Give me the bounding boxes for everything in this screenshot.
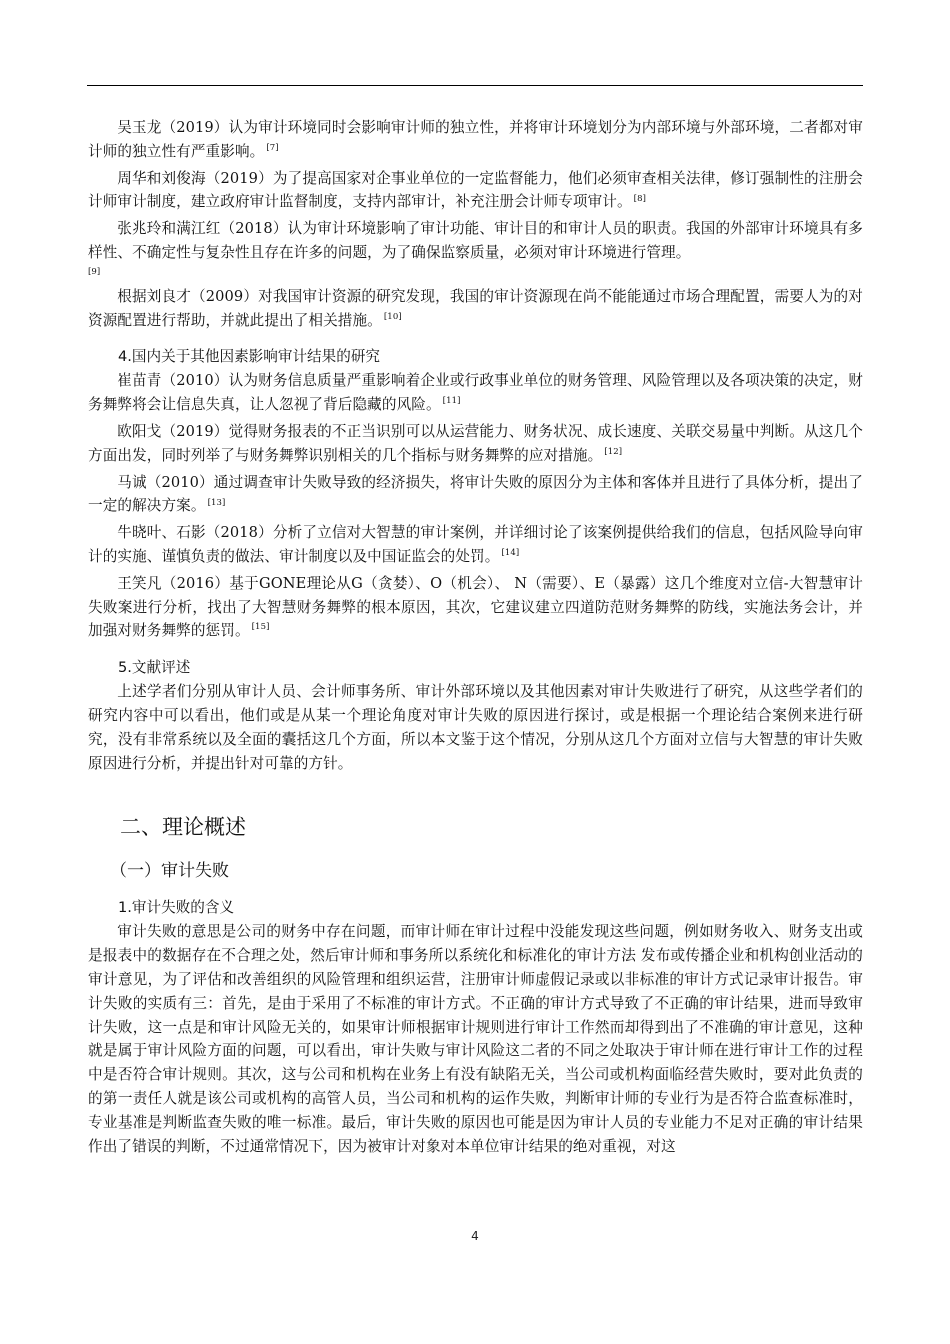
citation: [8] bbox=[633, 193, 647, 204]
citation: [10] bbox=[383, 311, 402, 322]
paragraph-zhou-hua: 周华和刘俊海（2019）为了提高国家对企事业单位的一定监督能力，他们必须审查相关法律，修订强制性的注册会计师审计制度，建立政府审计监督制度，支持内部审计，补充注册会计师专项审计。 [8] bbox=[88, 169, 863, 211]
paragraph-ouyang-ge: 欧阳戈（2019）觉得财务报表的不正当识别可以从运营能力、财务状况、成长速度、关联交易量中判断。从这几个方面出发，同时列举了与财务舞弊识别相关的几个指标与财务舞弊的应对措施。 [12] bbox=[88, 422, 863, 464]
citation: [12] bbox=[604, 446, 623, 457]
paragraph-liu-liangcai: 根据刘良才（2009）对我国审计资源的研究发现，我国的审计资源现在尚不能能通过市场合理配置，需要人为的对资源配置进行帮助，并就此提出了相关措施。 [10] bbox=[88, 287, 863, 329]
citation: [13] bbox=[207, 497, 226, 508]
page-number: 4 bbox=[471, 1229, 479, 1243]
paragraph-ma-cheng: 马诚（2010）通过调查审计失败导致的经济损失，将审计失败的原因分为主体和客体并且进行了具体分析，提出了一定的解决方案。 [13] bbox=[88, 473, 863, 515]
paragraph-niu-xiaoye: 牛晓叶、石影（2018）分析了立信对大智慧的审计案例，并详细讨论了该案例提供给我们的信息，包括风险导向审计的实施、谨慎负责的做法、审计制度以及中国证监会的处罚。 [14] bbox=[88, 524, 863, 565]
citation: [15] bbox=[251, 622, 270, 633]
citation: [11] bbox=[442, 396, 461, 407]
chapter-heading: 二、理论概述 bbox=[120, 815, 246, 840]
section-heading-4: 4.国内关于其他因素影响审计结果的研究 bbox=[118, 348, 381, 366]
paragraph-zhang-zhaoling: 张兆玲和满江红（2018）认为审计环境影响了审计功能、审计目的和审计人员的职责。我国的外部审计环境具有多样性、不确定性与复杂性且存在许多的问题，为了确保监察质量，必须对审计环境进行管理。 [9] bbox=[88, 220, 863, 277]
paragraph-audit-failure-definition: 审计失败的意思是公司的财务中存在问题，而审计师在审计过程中没能发现这些问题，例如财务收入、财务支出或是报表中的数据存在不合理之处，然后审计师和事务所以系统化和标准化的审计方法 发布或传播企业和机构创业活动的审计意见，为了评估和改善组织的风险管理和组织运营，注册审计师虚假记录或以非标准的审计方式记录审计报告。审计失败的实质有三：首先，是由于采用了不标准的审计方式。不正确的审计方式导致了不正确的审计结果，进而导致审计失败，这一点是和审计风险无关的，如果审计师根据审计规则进行审计工作然而却得到出了不准确的审计意见，这种就是属于审计风险方面的问题，可以看出，审计失败与审计风险这二者的不同之处取决于审计师在进行审计工作的过程中是否符合审计规则。其次，这与公司和机构在业务上有没有缺陷无关，当公司或机构面临经营失败时，要对此负责的的第一责任人就是该公司或机构的高管人员，当公司和机构的运作失败，判断审计师的专业行为是否符合监查标准时，专业基准是判断监查失败的唯一标准。最后，审计失败的原因也可能是因为审计人员的专业能力不足对正确的审计结果作出了错误的判断，不过通常情况下，因为被审计对象对本单位审计结果的绝对重视，对这 bbox=[88, 923, 863, 1155]
paragraph-wu-yulong: 吴玉龙（2019）认为审计环境同时会影响审计师的独立性，并将审计环境划分为内部环境与外部环境，二者都对审计师的独立性有严重影响。 [7] bbox=[88, 119, 863, 160]
paragraph-wang-xiaofan: 王笑凡（2016）基于GONE理论从G（贪婪）、O（机会）、 N（需要）、E（暴露）这几个维度对立信-大智慧审计失败案进行分析，找出了大智慧财务舞弊的根本原因，其次，它建议建立四道防范财务舞弊的防线，实施法务会计，并加强对财务舞弊的惩罚。 [15] bbox=[88, 574, 863, 640]
header-rule bbox=[87, 85, 863, 86]
paragraph-cui-miaoqing: 崔苗青（2010）认为财务信息质量严重影响着企业或行政事业单位的财务管理、风险管理以及各项决策的决定，财务舞弊将会让信息失真，让人忽视了背后隐藏的风险。 [11] bbox=[88, 372, 863, 414]
citation: [7] bbox=[266, 142, 279, 153]
item-heading: 1.审计失败的含义 bbox=[118, 899, 235, 917]
citation: [9] bbox=[88, 266, 101, 277]
citation: [14] bbox=[501, 548, 520, 559]
section-heading-5: 5.文献评述 bbox=[118, 659, 191, 677]
page-content bbox=[88, 116, 863, 1161]
subsection-heading: （一）审计失败 bbox=[110, 861, 229, 882]
paragraph-literature-review: 上述学者们分别从审计人员、会计师事务所、审计外部环境以及其他因素对审计失败进行了研究，从这些学者们的研究内容中可以看出，他们或是从某一个理论角度对审计失败的原因进行探讨，或是根据一个理论结合案例来进行研究，没有非常系统以及全面的囊括这几个方面，所以本文鉴于这个情况，分别从这几个方面对立信与大智慧的审计失败原因进行分析，并提出针对可靠的方针。 bbox=[88, 683, 863, 772]
